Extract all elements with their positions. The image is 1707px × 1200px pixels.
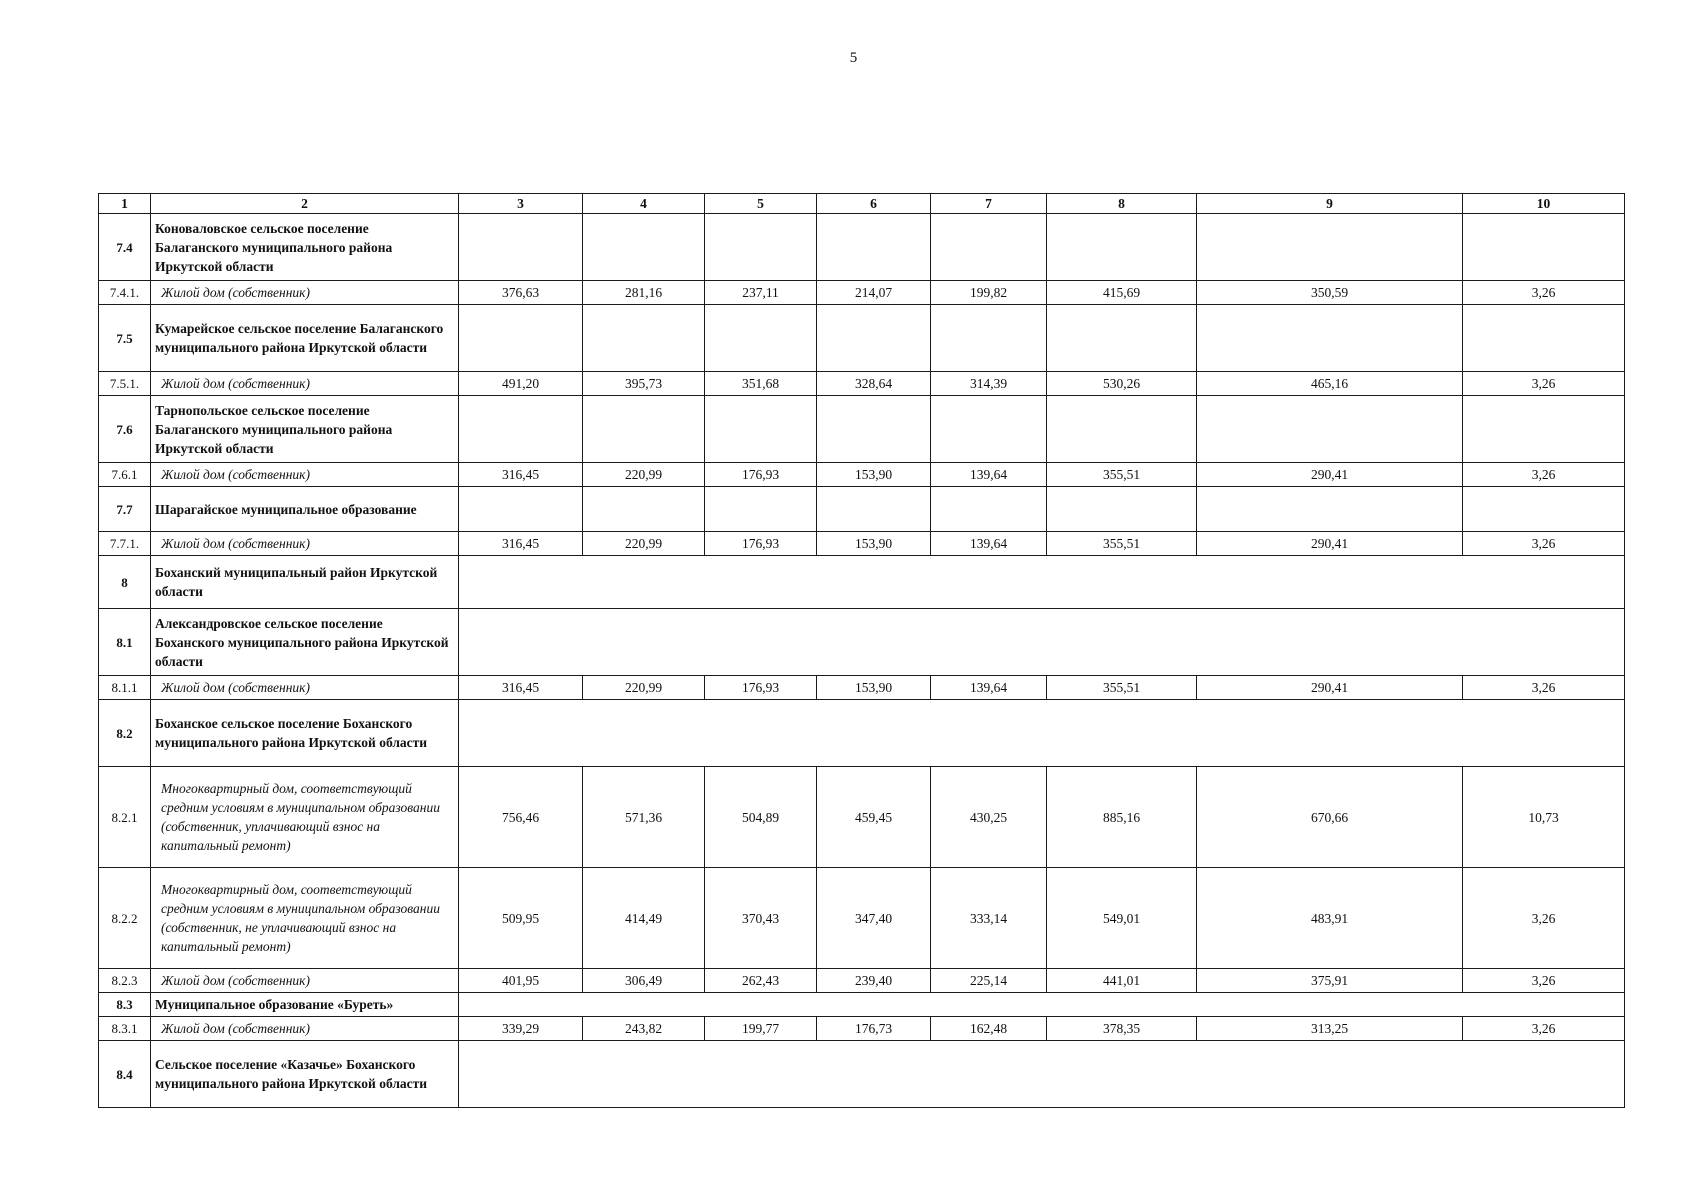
value-cell: 441,01 — [1047, 969, 1197, 993]
table-row — [99, 609, 1625, 676]
column-header: 9 — [1197, 194, 1463, 214]
row-code: 8.3.1 — [99, 1017, 151, 1041]
row-code: 7.4 — [99, 214, 151, 281]
value-cell — [931, 487, 1047, 532]
row-name: Многоквартирный дом, соответствующий средним условиям в муниципальном образовании (собственник, уплачивающий взнос на капитальный ремонт) — [151, 767, 459, 868]
row-code: 8.2 — [99, 700, 151, 767]
row-name: Жилой дом (собственник) — [151, 532, 459, 556]
value-cell — [705, 305, 817, 372]
row-code: 8 — [99, 556, 151, 609]
table-row — [99, 556, 1625, 609]
value-cell: 199,82 — [931, 281, 1047, 305]
value-cell: 3,26 — [1463, 372, 1625, 396]
empty-span-cell — [459, 609, 1625, 676]
value-cell — [1463, 487, 1625, 532]
row-code: 8.2.2 — [99, 868, 151, 969]
value-cell: 316,45 — [459, 463, 583, 487]
value-cell — [459, 214, 583, 281]
value-cell: 316,45 — [459, 532, 583, 556]
value-cell: 756,46 — [459, 767, 583, 868]
value-cell: 220,99 — [583, 532, 705, 556]
value-cell — [459, 487, 583, 532]
table-row — [99, 463, 1625, 487]
value-cell — [1047, 305, 1197, 372]
value-cell — [583, 214, 705, 281]
value-cell: 290,41 — [1197, 463, 1463, 487]
value-cell: 281,16 — [583, 281, 705, 305]
column-header: 1 — [99, 194, 151, 214]
value-cell: 3,26 — [1463, 969, 1625, 993]
value-cell: 504,89 — [705, 767, 817, 868]
value-cell: 290,41 — [1197, 676, 1463, 700]
row-code: 8.1 — [99, 609, 151, 676]
row-name: Жилой дом (собственник) — [151, 372, 459, 396]
value-cell — [705, 487, 817, 532]
value-cell: 339,29 — [459, 1017, 583, 1041]
table-row — [99, 372, 1625, 396]
value-cell: 355,51 — [1047, 463, 1197, 487]
row-code: 8.2.3 — [99, 969, 151, 993]
value-cell: 239,40 — [817, 969, 931, 993]
value-cell: 491,20 — [459, 372, 583, 396]
table-row — [99, 767, 1625, 868]
row-name: Многоквартирный дом, соответствующий средним условиям в муниципальном образовании (собственник, не уплачивающий взнос на капитальный ремонт) — [151, 868, 459, 969]
empty-span-cell — [459, 1041, 1625, 1108]
tariff-table — [98, 193, 1625, 1108]
value-cell: 530,26 — [1047, 372, 1197, 396]
row-name: Жилой дом (собственник) — [151, 676, 459, 700]
row-name: Жилой дом (собственник) — [151, 1017, 459, 1041]
row-name: Муниципальное образование «Буреть» — [151, 993, 459, 1017]
value-cell — [1463, 396, 1625, 463]
value-cell: 333,14 — [931, 868, 1047, 969]
value-cell — [705, 214, 817, 281]
empty-span-cell — [459, 556, 1625, 609]
value-cell: 243,82 — [583, 1017, 705, 1041]
value-cell — [583, 305, 705, 372]
value-cell — [1047, 396, 1197, 463]
row-code: 8.2.1 — [99, 767, 151, 868]
value-cell: 378,35 — [1047, 1017, 1197, 1041]
value-cell: 306,49 — [583, 969, 705, 993]
row-name: Боханское сельское поселение Боханского муниципального района Иркутской области — [151, 700, 459, 767]
column-header: 3 — [459, 194, 583, 214]
row-name: Тарнопольское сельское поселение Балаганского муниципального района Иркутской области — [151, 396, 459, 463]
table-row — [99, 868, 1625, 969]
value-cell — [459, 396, 583, 463]
value-cell: 3,26 — [1463, 532, 1625, 556]
value-cell — [931, 305, 1047, 372]
table-row — [99, 396, 1625, 463]
value-cell — [705, 396, 817, 463]
value-cell — [1197, 305, 1463, 372]
column-header: 8 — [1047, 194, 1197, 214]
row-name: Жилой дом (собственник) — [151, 281, 459, 305]
value-cell: 414,49 — [583, 868, 705, 969]
value-cell: 139,64 — [931, 676, 1047, 700]
table-row — [99, 305, 1625, 372]
value-cell: 509,95 — [459, 868, 583, 969]
row-name: Жилой дом (собственник) — [151, 463, 459, 487]
value-cell — [817, 396, 931, 463]
value-cell: 214,07 — [817, 281, 931, 305]
value-cell: 10,73 — [1463, 767, 1625, 868]
value-cell — [1197, 396, 1463, 463]
value-cell — [1047, 487, 1197, 532]
value-cell: 290,41 — [1197, 532, 1463, 556]
row-code: 7.5.1. — [99, 372, 151, 396]
value-cell: 355,51 — [1047, 532, 1197, 556]
value-cell: 176,93 — [705, 463, 817, 487]
value-cell: 262,43 — [705, 969, 817, 993]
row-code: 7.5 — [99, 305, 151, 372]
value-cell: 153,90 — [817, 676, 931, 700]
value-cell: 459,45 — [817, 767, 931, 868]
value-cell — [817, 214, 931, 281]
value-cell: 401,95 — [459, 969, 583, 993]
row-name: Боханский муниципальный район Иркутской области — [151, 556, 459, 609]
row-code: 7.6.1 — [99, 463, 151, 487]
value-cell: 370,43 — [705, 868, 817, 969]
table-row — [99, 993, 1625, 1017]
value-cell: 153,90 — [817, 463, 931, 487]
value-cell — [1047, 214, 1197, 281]
value-cell: 376,63 — [459, 281, 583, 305]
row-code: 7.4.1. — [99, 281, 151, 305]
value-cell: 483,91 — [1197, 868, 1463, 969]
empty-span-cell — [459, 993, 1625, 1017]
value-cell: 176,73 — [817, 1017, 931, 1041]
value-cell: 3,26 — [1463, 463, 1625, 487]
row-name: Жилой дом (собственник) — [151, 969, 459, 993]
value-cell: 176,93 — [705, 532, 817, 556]
value-cell: 465,16 — [1197, 372, 1463, 396]
value-cell — [817, 487, 931, 532]
value-cell: 139,64 — [931, 463, 1047, 487]
table-row — [99, 281, 1625, 305]
value-cell: 3,26 — [1463, 281, 1625, 305]
table-row — [99, 700, 1625, 767]
column-header: 2 — [151, 194, 459, 214]
row-name: Сельское поселение «Казачье» Боханского муниципального района Иркутской области — [151, 1041, 459, 1108]
page-number: 5 — [849, 50, 858, 66]
value-cell: 351,68 — [705, 372, 817, 396]
table-body — [99, 194, 1625, 1108]
value-cell: 316,45 — [459, 676, 583, 700]
column-header: 7 — [931, 194, 1047, 214]
value-cell — [931, 396, 1047, 463]
value-cell — [931, 214, 1047, 281]
column-header: 10 — [1463, 194, 1625, 214]
value-cell: 350,59 — [1197, 281, 1463, 305]
value-cell: 313,25 — [1197, 1017, 1463, 1041]
value-cell: 415,69 — [1047, 281, 1197, 305]
value-cell: 355,51 — [1047, 676, 1197, 700]
value-cell: 314,39 — [931, 372, 1047, 396]
value-cell: 3,26 — [1463, 676, 1625, 700]
row-code: 8.4 — [99, 1041, 151, 1108]
value-cell: 139,64 — [931, 532, 1047, 556]
value-cell: 162,48 — [931, 1017, 1047, 1041]
value-cell: 430,25 — [931, 767, 1047, 868]
row-code: 8.1.1 — [99, 676, 151, 700]
table-row — [99, 969, 1625, 993]
table-row — [99, 1041, 1625, 1108]
value-cell — [1463, 214, 1625, 281]
table-row — [99, 532, 1625, 556]
value-cell: 375,91 — [1197, 969, 1463, 993]
value-cell: 571,36 — [583, 767, 705, 868]
value-cell: 395,73 — [583, 372, 705, 396]
value-cell: 3,26 — [1463, 868, 1625, 969]
table-row — [99, 676, 1625, 700]
empty-span-cell — [459, 700, 1625, 767]
value-cell: 885,16 — [1047, 767, 1197, 868]
value-cell — [459, 305, 583, 372]
row-code: 7.6 — [99, 396, 151, 463]
value-cell: 549,01 — [1047, 868, 1197, 969]
value-cell — [583, 487, 705, 532]
value-cell — [1463, 305, 1625, 372]
value-cell: 176,93 — [705, 676, 817, 700]
row-name: Кумарейское сельское поселение Балаганского муниципального района Иркутской области — [151, 305, 459, 372]
table-row — [99, 1017, 1625, 1041]
value-cell: 328,64 — [817, 372, 931, 396]
row-name: Коноваловское сельское поселение Балаганского муниципального района Иркутской области — [151, 214, 459, 281]
row-name: Шарагайское муниципальное образование — [151, 487, 459, 532]
value-cell: 3,26 — [1463, 1017, 1625, 1041]
value-cell: 225,14 — [931, 969, 1047, 993]
row-code: 7.7 — [99, 487, 151, 532]
row-code: 7.7.1. — [99, 532, 151, 556]
value-cell: 237,11 — [705, 281, 817, 305]
value-cell: 220,99 — [583, 676, 705, 700]
value-cell: 347,40 — [817, 868, 931, 969]
row-name: Александровское сельское поселение Боханского муниципального района Иркутской области — [151, 609, 459, 676]
column-header: 6 — [817, 194, 931, 214]
table-row — [99, 214, 1625, 281]
column-header: 5 — [705, 194, 817, 214]
value-cell: 199,77 — [705, 1017, 817, 1041]
header-row — [99, 194, 1625, 214]
row-code: 8.3 — [99, 993, 151, 1017]
column-header: 4 — [583, 194, 705, 214]
value-cell — [1197, 487, 1463, 532]
value-cell: 220,99 — [583, 463, 705, 487]
value-cell — [583, 396, 705, 463]
value-cell — [1197, 214, 1463, 281]
value-cell — [817, 305, 931, 372]
value-cell: 153,90 — [817, 532, 931, 556]
table-row — [99, 487, 1625, 532]
value-cell: 670,66 — [1197, 767, 1463, 868]
